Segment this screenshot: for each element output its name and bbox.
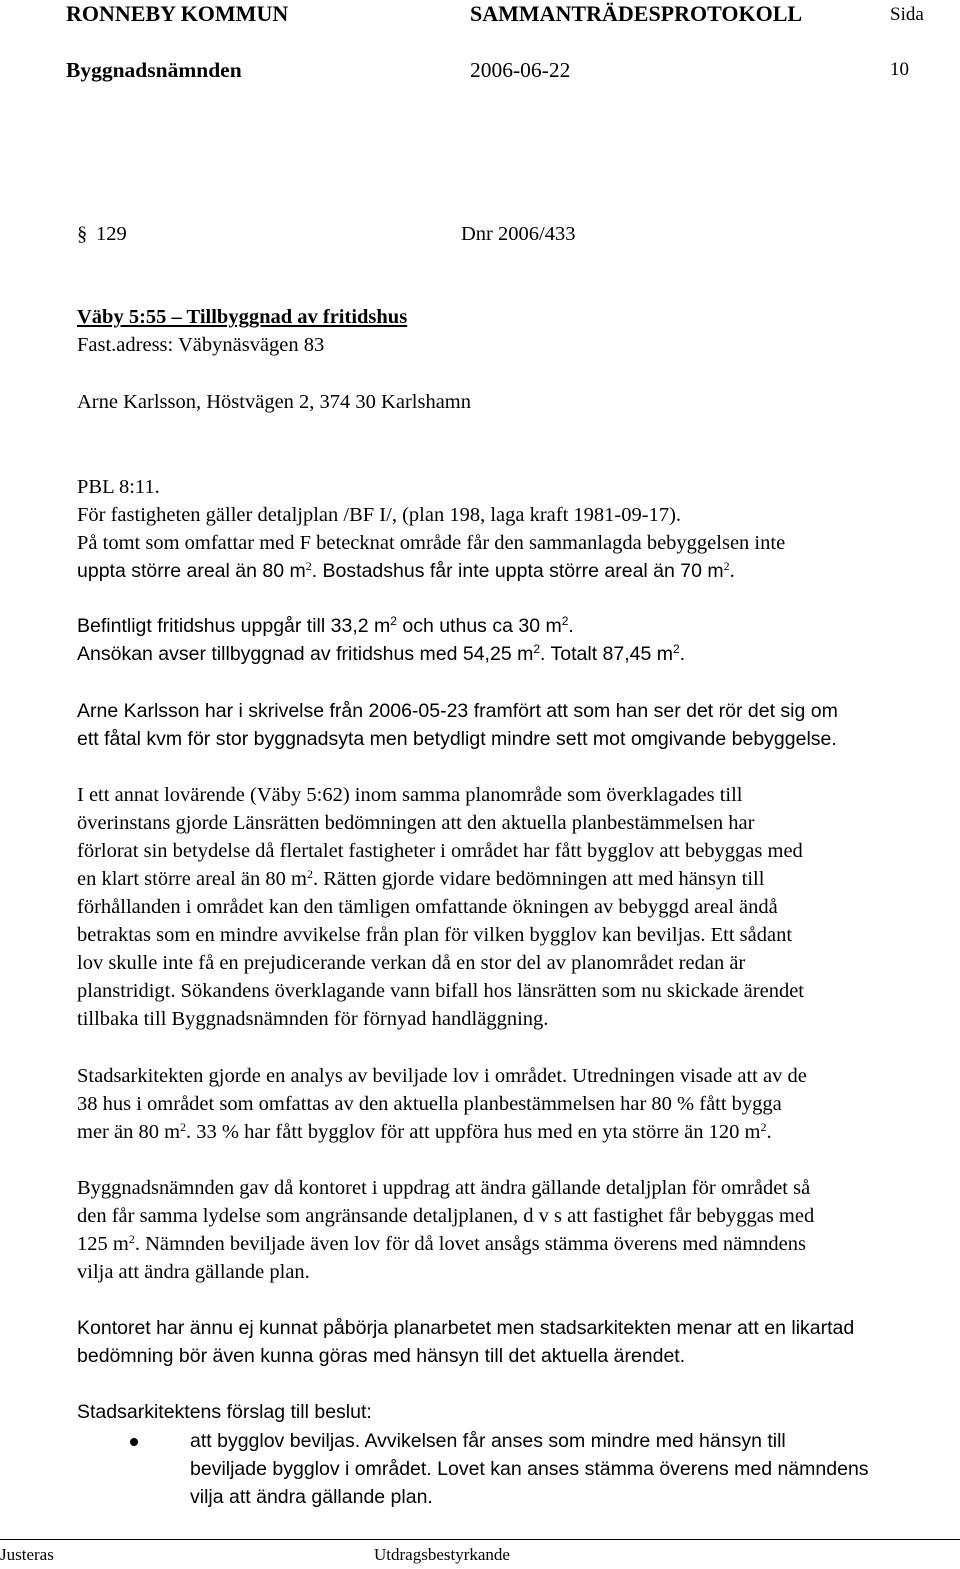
footer-justeras: Justeras bbox=[0, 1545, 54, 1564]
text-line: 125 $m^2$. Nämnden beviljade även lov för då lovet ansågs stämma överens med nämndens bbox=[77, 1232, 807, 1255]
bullet-icon bbox=[130, 1438, 138, 1446]
text-line: Befintligt fritidshus uppgår till 33,2 $m^2$ och uthus ca 30 $m^2$. bbox=[77, 614, 574, 637]
plan-conditions bbox=[77, 473, 957, 585]
office-paragraph bbox=[77, 1314, 957, 1370]
applicant: Arne Karlsson, Höstvägen 2, 374 30 Karlshamn bbox=[77, 391, 471, 413]
text-line: förlorat sin betydelse då flertalet fastigheter i området har fått bygglov att bebyggas med bbox=[77, 840, 803, 862]
area-summary bbox=[77, 612, 957, 668]
committee-name: Byggnadsnämnden bbox=[66, 58, 242, 82]
page-label: Sida bbox=[890, 4, 924, 25]
text-line: överinstans gjorde Länsrätten bedömningen att den aktuella planbestämmelsen har bbox=[77, 812, 755, 834]
text-line: planstridigt. Sökandens överklagande vann bifall hos länsrätten som nu skickade ärendet bbox=[77, 980, 804, 1002]
text-line: PBL 8:11. bbox=[77, 476, 160, 498]
text-line: att bygglov beviljas. Avvikelsen får anses som mindre med hänsyn till bbox=[190, 1430, 786, 1452]
text-line: mer än 80 $m^2$. 33 % har fått bygglov för att uppföra hus med en yta större än 120 $m^2$. bbox=[77, 1120, 772, 1143]
footer-utdragsbestyrkande: Utdragsbestyrkande bbox=[374, 1545, 510, 1564]
text-line: Ansökan avser tillbyggnad av fritidshus med 54,25 $m^2$. Totalt 87,45 $m^2$. bbox=[77, 642, 686, 665]
proposal-heading: Stadsarkitektens förslag till beslut: bbox=[77, 1401, 372, 1423]
meeting-date: 2006-06-22 bbox=[470, 58, 571, 82]
text-line: en klart större areal än 80 $m^2$. Rätten gjorde vidare bedömningen att med hänsyn till bbox=[77, 867, 765, 890]
text-line: Kontoret har ännu ej kunnat påbörja planarbetet men stadsarkitekten menar att en likartad bbox=[77, 1317, 855, 1339]
text-line: Byggnadsnämnden gav då kontoret i uppdrag att ändra gällande detaljplan för området så bbox=[77, 1177, 811, 1199]
text-line: lov skulle inte få en prejudicerande verkan då en stor del av planområdet redan är bbox=[77, 952, 746, 974]
text-line: I ett annat lovärende (Väby 5:62) inom samma planområde som överklagades till bbox=[77, 784, 743, 806]
text-line: betraktas som en mindre avvikelse från plan för vilken bygglov kan beviljas. Ett sådant bbox=[77, 924, 793, 946]
paragraph-sign: § bbox=[77, 223, 88, 245]
case-title: Väby 5:55 – Tillbyggnad av fritidshus bbox=[77, 306, 408, 328]
text-line: uppta större areal än 80 $m^2$. Bostadshus får inte uppta större areal än 70 $m^2$. bbox=[77, 559, 735, 582]
text-line: 38 hus i området som omfattas av den aktuella planbestämmelsen har 80 % fått bygga bbox=[77, 1093, 782, 1115]
committee-decision-paragraph bbox=[77, 1174, 957, 1286]
text-line: den får samma lydelse som angränsande detaljplanen, d v s att fastighet får bebyggas med bbox=[77, 1205, 815, 1227]
text-line: För fastigheten gäller detaljplan /BF I/, (plan 198, laga kraft 1981-09-17). bbox=[77, 504, 682, 526]
text-line: vilja att ändra gällande plan. bbox=[190, 1486, 433, 1508]
text-line: vilja att ändra gällande plan. bbox=[77, 1261, 310, 1283]
text-line: bedömning bör även kunna göras med hänsyn till det aktuella ärendet. bbox=[77, 1345, 686, 1367]
page-number: 10 bbox=[890, 59, 909, 80]
municipality-name: RONNEBY KOMMUN bbox=[66, 1, 289, 26]
applicant-statement bbox=[77, 697, 957, 753]
text-line: ett fåtal kvm för stor byggnadsyta men betydligt mindre sett mot omgivande bebyggelse. bbox=[77, 728, 837, 750]
text-line: På tomt som omfattar med F betecknat område får den sammanlagda bebyggelsen inte bbox=[77, 532, 786, 554]
paragraph-number: 129 bbox=[96, 223, 127, 245]
document-type: SAMMANTRÄDESPROTOKOLL bbox=[470, 1, 803, 26]
text-line: beviljade bygglov i området. Lovet kan anses stämma överens med nämndens bbox=[190, 1458, 869, 1480]
text-line: Arne Karlsson har i skrivelse från 2006-05-23 framfört att som han ser det rör det sig om bbox=[77, 700, 838, 722]
case-number: Dnr 2006/433 bbox=[461, 223, 576, 245]
property-address: Fast.adress: Väbynäsvägen 83 bbox=[77, 334, 325, 356]
footer-divider bbox=[0, 1539, 960, 1540]
text-line: tillbaka till Byggnadsnämnden för förnyad handläggning. bbox=[77, 1008, 549, 1030]
architect-analysis-paragraph bbox=[77, 1062, 957, 1146]
proposal-text bbox=[190, 1427, 869, 1511]
text-line: förhållanden i området kan den tämligen omfattande ökningen av bebyggd areal ändå bbox=[77, 896, 778, 918]
court-ruling-paragraph bbox=[77, 781, 957, 1033]
text-line: Stadsarkitekten gjorde en analys av beviljade lov i området. Utredningen visade att av de bbox=[77, 1065, 807, 1087]
